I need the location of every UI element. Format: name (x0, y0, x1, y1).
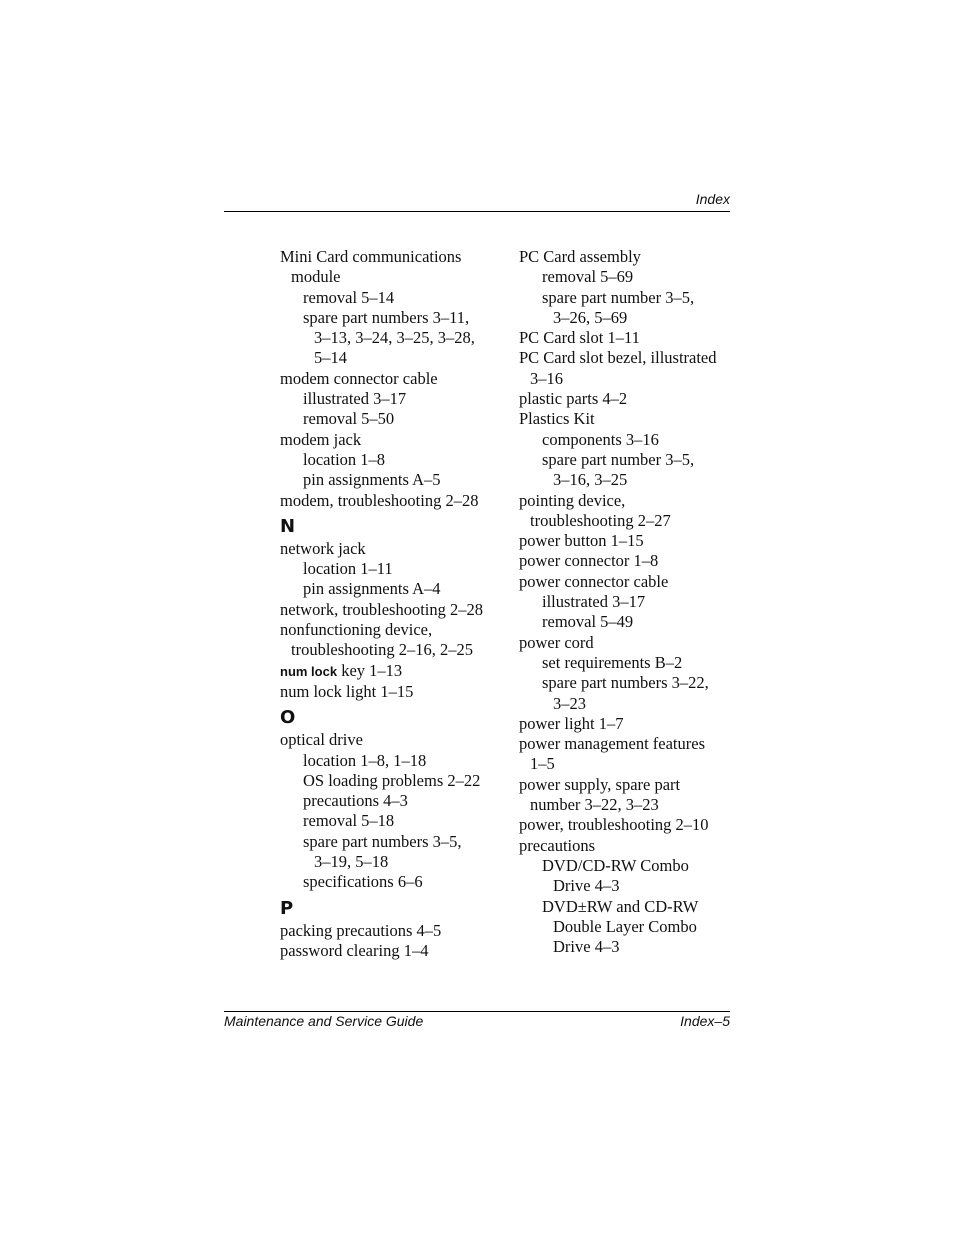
index-entry: PC Card slot 1–11 (519, 328, 640, 348)
index-entry-text: key 1–13 (337, 660, 403, 680)
index-subentry: spare part number 3–5, (542, 449, 695, 469)
index-subentry: removal 5–50 (303, 409, 395, 429)
index-entry-continuation: 3–26, 5–69 (553, 307, 628, 327)
footer-guide-title: Maintenance and Service Guide (224, 1013, 424, 1029)
index-subentry: OS loading problems 2–22 (303, 770, 481, 790)
index-subentry: illustrated 3–17 (542, 592, 646, 612)
index-entry: packing precautions 4–5 (280, 920, 442, 940)
index-entry: modem jack (280, 429, 362, 449)
index-subentry: DVD/CD-RW Combo (542, 855, 689, 875)
index-entry: Mini Card communications (280, 247, 462, 266)
index-entry: pointing device, (519, 490, 626, 510)
index-entry: power button 1–15 (519, 531, 644, 551)
index-entry-continuation: number 3–22, 3–23 (530, 795, 659, 815)
index-subentry: location 1–11 (303, 559, 393, 579)
index-entry: PC Card assembly (519, 247, 641, 266)
running-header: Index (695, 191, 730, 207)
index-entry: power connector 1–8 (519, 551, 659, 571)
index-entry-continuation: Double Layer Combo (553, 916, 697, 936)
index-entry (280, 661, 500, 682)
index-entry-continuation: Drive 4–3 (553, 876, 620, 896)
footer-page-number: Index–5 (680, 1013, 730, 1029)
index-entry-continuation: 3–23 (553, 693, 586, 713)
index-entry-continuation: Drive 4–3 (553, 937, 620, 957)
index-subentry: DVD±RW and CD-RW (542, 896, 699, 916)
index-entry: password clearing 1–4 (280, 940, 429, 960)
index-entry-continuation: 3–16, 3–25 (553, 470, 628, 490)
index-entry-continuation: troubleshooting 2–27 (530, 510, 671, 530)
index-subentry: set requirements B–2 (542, 652, 683, 672)
index-subentry: removal 5–18 (303, 811, 395, 831)
index-entry: power connector cable (519, 571, 669, 591)
index-subentry: precautions 4–3 (303, 791, 408, 811)
index-subentry: removal 5–69 (542, 267, 634, 287)
index-entry-continuation: 3–19, 5–18 (314, 852, 389, 872)
index-subentry: components 3–16 (542, 429, 659, 449)
index-entry-continuation: 3–16 (530, 368, 563, 388)
footer-rule (224, 1011, 730, 1012)
index-entry: power cord (519, 632, 594, 652)
index-entry: network, troubleshooting 2–28 (280, 599, 484, 619)
index-entry: Plastics Kit (519, 409, 595, 429)
index-entry: power supply, spare part (519, 774, 681, 794)
index-entry: nonfunctioning device, (280, 620, 433, 640)
section-letter-o: O (280, 707, 296, 729)
index-subentry: spare part numbers 3–11, (303, 307, 470, 327)
index-entry: num lock light 1–15 (280, 681, 414, 701)
section-letter-n: N (280, 515, 296, 537)
index-subentry: spare part numbers 3–5, (303, 831, 462, 851)
index-subentry: removal 5–49 (542, 612, 634, 632)
index-entry: power light 1–7 (519, 713, 624, 733)
index-column-left (280, 247, 500, 961)
index-subentry: specifications 6–6 (303, 872, 423, 892)
index-entry: power, troubleshooting 2–10 (519, 815, 709, 835)
index-entry: plastic parts 4–2 (519, 389, 628, 409)
index-subentry: pin assignments A–4 (303, 579, 441, 599)
header-rule (224, 211, 730, 212)
index-subentry: illustrated 3–17 (303, 389, 407, 409)
index-entry-continuation: module (291, 267, 341, 287)
index-entry: network jack (280, 538, 366, 558)
index-entry: optical drive (280, 730, 363, 750)
index-entry: power management features (519, 734, 705, 754)
index-subentry: removal 5–14 (303, 287, 395, 307)
index-entry-continuation: troubleshooting 2–16, 2–25 (291, 640, 473, 660)
index-column-right (519, 247, 734, 957)
index-subentry: location 1–8, 1–18 (303, 750, 427, 770)
index-subentry: location 1–8 (303, 449, 386, 469)
index-subentry: spare part number 3–5, (542, 287, 695, 307)
index-entry: PC Card slot bezel, illustrated (519, 348, 717, 368)
index-entry: modem, troubleshooting 2–28 (280, 490, 479, 510)
index-entry-continuation: 1–5 (530, 754, 555, 774)
index-entry-continuation: 5–14 (314, 348, 347, 368)
section-letter-p: P (280, 897, 294, 919)
index-entry: modem connector cable (280, 368, 438, 388)
index-entry-continuation: 3–13, 3–24, 3–25, 3–28, (314, 328, 475, 348)
index-entry: precautions (519, 835, 596, 855)
index-subentry: spare part numbers 3–22, (542, 673, 709, 693)
index-subentry: pin assignments A–5 (303, 470, 441, 490)
key-name: num lock (280, 663, 338, 679)
